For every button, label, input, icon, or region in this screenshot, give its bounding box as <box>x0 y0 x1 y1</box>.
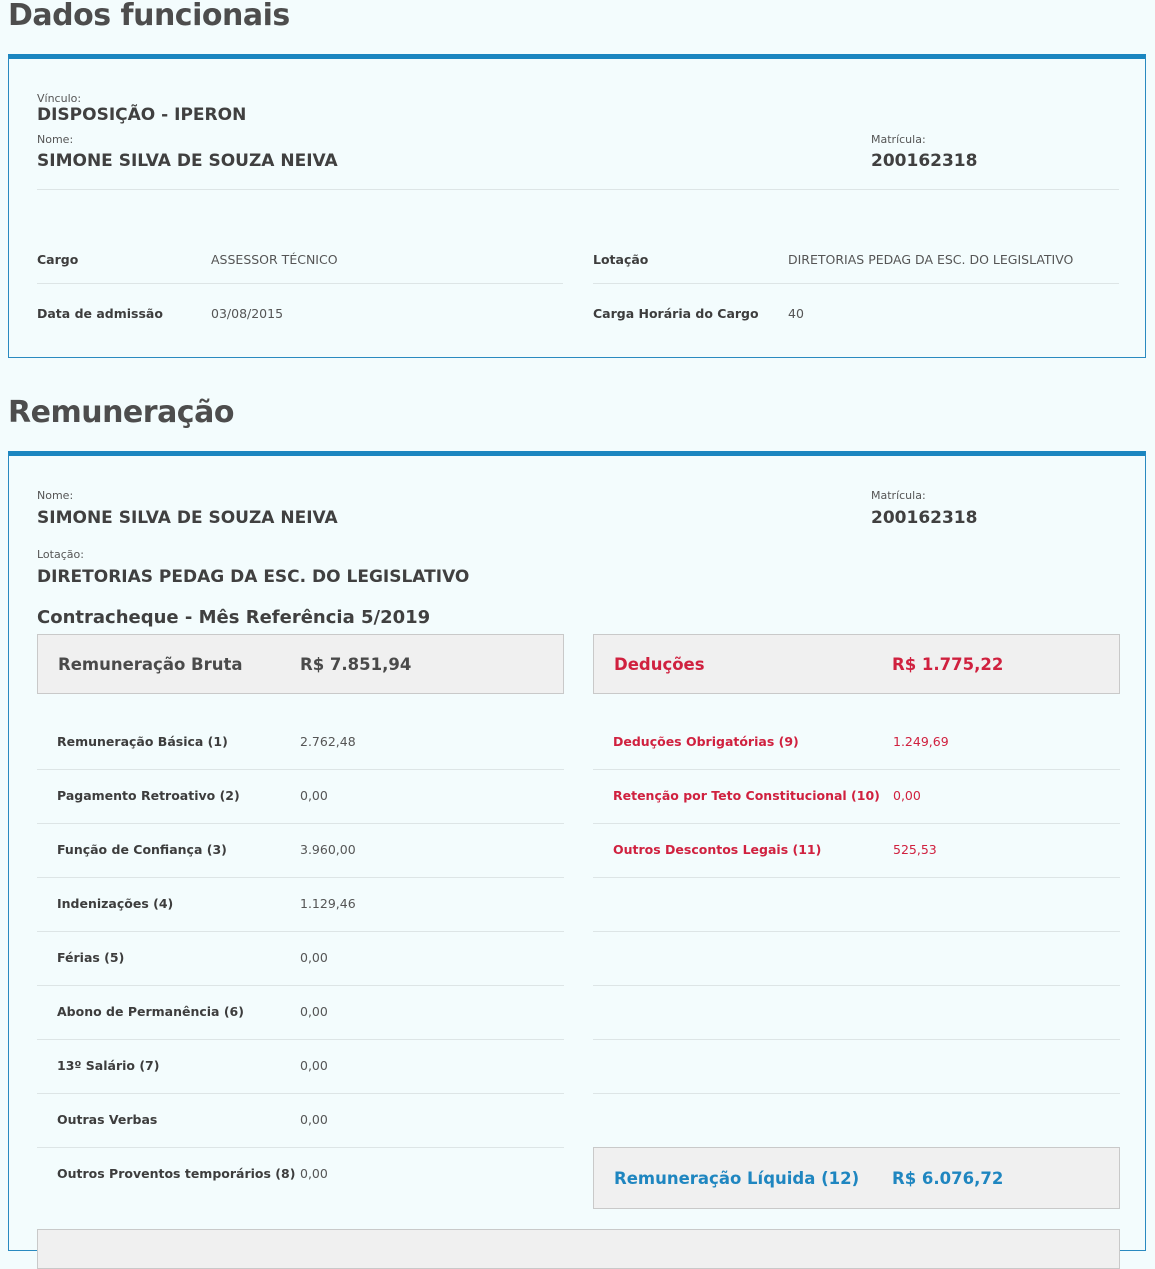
nome-value: SIMONE SILVA DE SOUZA NEIVA <box>37 151 338 171</box>
vinculo-label: Vínculo: <box>37 92 82 105</box>
lotacao-value: DIRETORIAS PEDAG DA ESC. DO LEGISLATIVO <box>37 567 470 587</box>
remuneracao-panel <box>8 451 1146 1251</box>
remuneracao-liquida-box <box>593 1147 1120 1209</box>
earning-row-value: 0,00 <box>300 788 328 803</box>
admissao-value: 03/08/2015 <box>211 306 284 321</box>
divider <box>37 931 564 932</box>
cargo-label: Cargo <box>37 252 79 267</box>
divider <box>37 1093 564 1094</box>
divider <box>37 877 564 878</box>
divider <box>37 823 564 824</box>
earning-row-value: 0,00 <box>300 1004 328 1019</box>
earning-row-label: 13º Salário (7) <box>57 1058 160 1073</box>
divider <box>593 823 1120 824</box>
earning-row-value: 0,00 <box>300 1112 328 1127</box>
admissao-label: Data de admissão <box>37 306 163 321</box>
remuneracao-liquida-label: Remuneração Líquida (12) <box>614 1169 860 1188</box>
divider <box>593 1039 1120 1040</box>
earning-row-label: Outros Proventos temporários (8) <box>57 1166 296 1181</box>
cargo-value: ASSESSOR TÉCNICO <box>211 252 338 267</box>
remuneracao-liquida-value: R$ 6.076,72 <box>892 1169 1004 1188</box>
remuneracao-bruta-label: Remuneração Bruta <box>58 655 243 674</box>
carga-horaria-label: Carga Horária do Cargo <box>593 306 759 321</box>
earning-row-label: Abono de Permanência (6) <box>57 1004 244 1019</box>
divider <box>37 1147 564 1148</box>
divider <box>37 985 564 986</box>
deduction-row-label: Retenção por Teto Constitucional (10) <box>613 788 880 803</box>
matricula-label: Matrícula: <box>871 489 926 502</box>
deduction-row-label: Outros Descontos Legais (11) <box>613 842 822 857</box>
earning-row-label: Férias (5) <box>57 950 125 965</box>
deduction-row-label: Deduções Obrigatórias (9) <box>613 734 799 749</box>
earning-row-label: Pagamento Retroativo (2) <box>57 788 240 803</box>
page-title-remuneracao: Remuneração <box>8 395 234 430</box>
deducoes-label: Deduções <box>614 655 705 674</box>
deduction-row-value: 525,53 <box>893 842 937 857</box>
earning-row-value: 0,00 <box>300 1058 328 1073</box>
divider <box>593 931 1120 932</box>
earning-row-label: Indenizações (4) <box>57 896 174 911</box>
divider <box>593 985 1120 986</box>
contracheque-title: Contracheque - Mês Referência 5/2019 <box>37 607 431 628</box>
earning-row-value: 0,00 <box>300 1166 328 1181</box>
divider <box>593 769 1120 770</box>
divider <box>593 1093 1120 1094</box>
matricula-value: 200162318 <box>871 151 978 171</box>
divider <box>593 877 1120 878</box>
vinculo-value: DISPOSIÇÃO - IPERON <box>37 105 247 125</box>
divider <box>37 1039 564 1040</box>
lotacao-label: Lotação: <box>37 548 84 561</box>
nome-value: SIMONE SILVA DE SOUZA NEIVA <box>37 508 338 528</box>
carga-horaria-value: 40 <box>788 306 804 321</box>
lotacao-label: Lotação <box>593 252 649 267</box>
divider <box>593 283 1119 284</box>
earning-row-label: Outras Verbas <box>57 1112 158 1127</box>
earning-row-value: 1.129,46 <box>300 896 356 911</box>
deduction-row-value: 0,00 <box>893 788 921 803</box>
earning-row-value: 0,00 <box>300 950 328 965</box>
earning-row-label: Função de Confiança (3) <box>57 842 227 857</box>
divider <box>37 769 564 770</box>
deduction-row-value: 1.249,69 <box>893 734 949 749</box>
earning-row-label: Remuneração Básica (1) <box>57 734 228 749</box>
remuneracao-bruta-value: R$ 7.851,94 <box>300 655 412 674</box>
deducoes-box <box>593 634 1120 694</box>
nome-label: Nome: <box>37 489 74 502</box>
lotacao-value: DIRETORIAS PEDAG DA ESC. DO LEGISLATIVO <box>788 252 1074 267</box>
nome-label: Nome: <box>37 133 74 146</box>
matricula-label: Matrícula: <box>871 133 926 146</box>
footer-box <box>37 1229 1120 1269</box>
page-title-dados-funcionais: Dados funcionais <box>8 0 290 33</box>
dados-funcionais-panel <box>8 54 1146 358</box>
divider <box>37 189 1119 190</box>
matricula-value: 200162318 <box>871 508 978 528</box>
divider <box>37 283 563 284</box>
remuneracao-bruta-box <box>37 634 564 694</box>
deducoes-value: R$ 1.775,22 <box>892 655 1004 674</box>
earning-row-value: 2.762,48 <box>300 734 356 749</box>
earning-row-value: 3.960,00 <box>300 842 356 857</box>
